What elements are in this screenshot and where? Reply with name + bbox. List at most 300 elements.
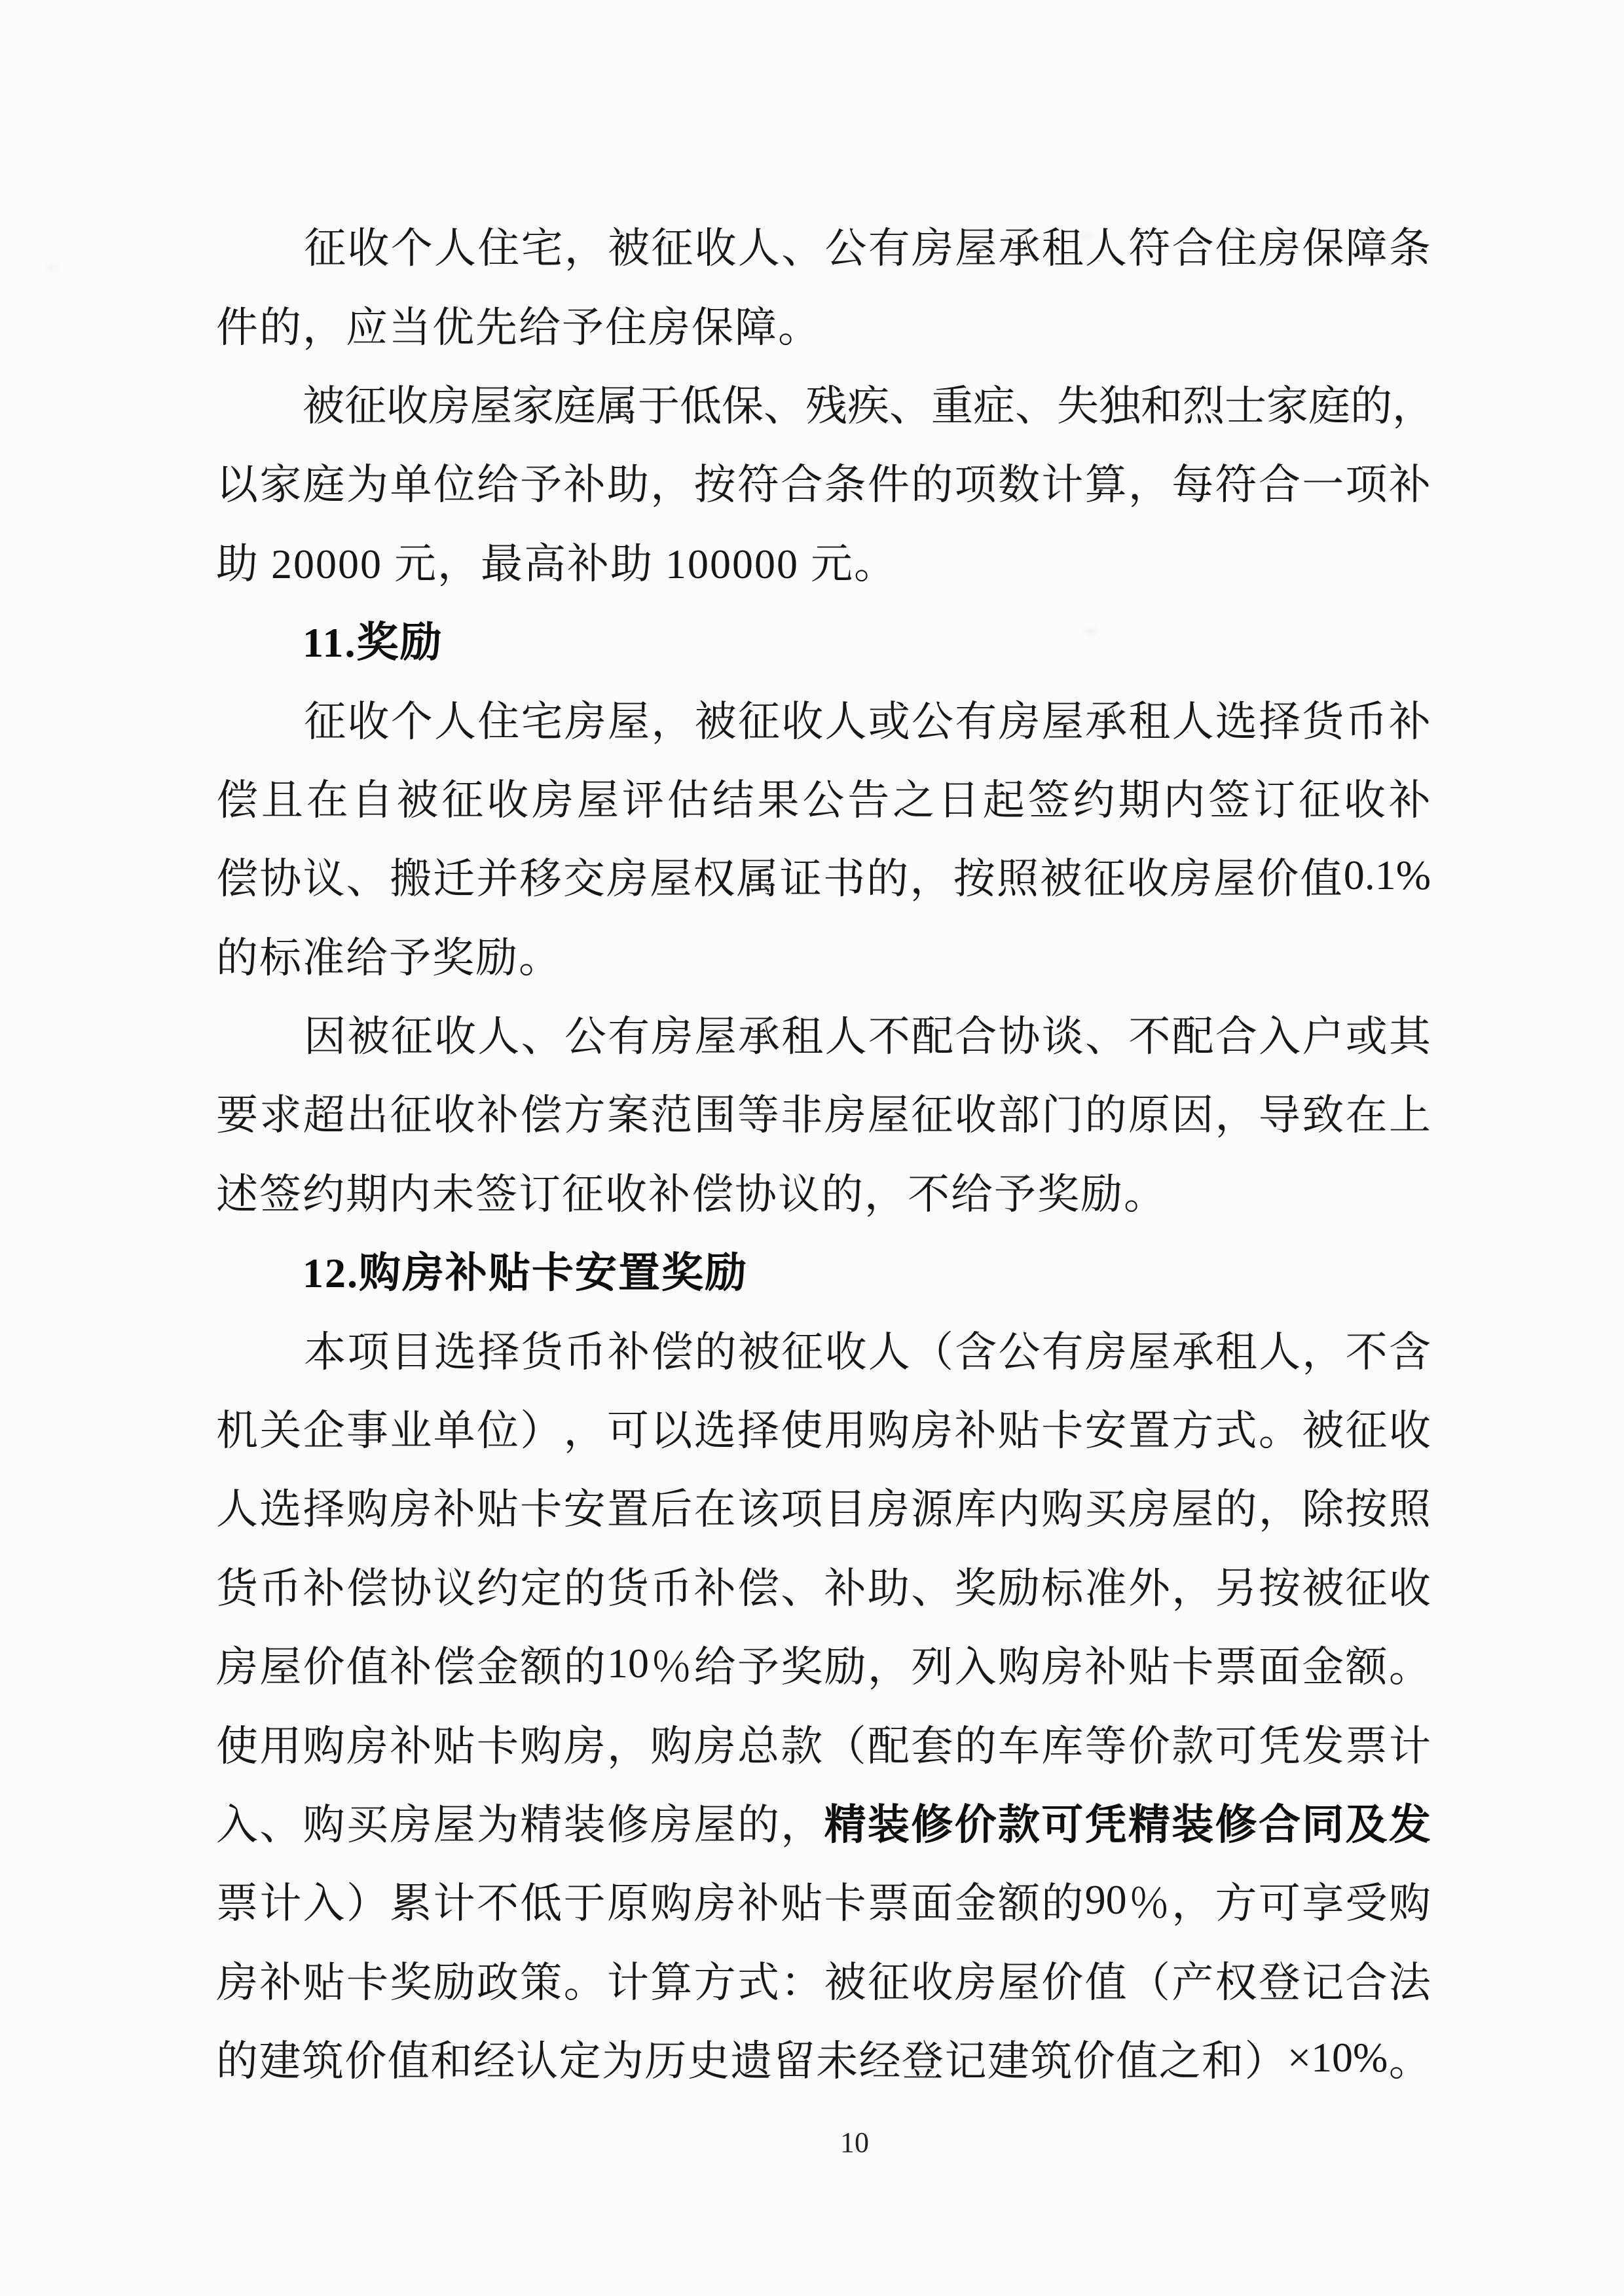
text-segment: 贴 [476, 1486, 519, 1533]
text-line [216, 1072, 1431, 1151]
text-segment: 屋 [955, 225, 997, 272]
text-segment: 选 [1215, 698, 1257, 745]
text-segment: 给 [476, 462, 519, 509]
text-line [216, 836, 1431, 915]
text-segment: 计 [433, 1880, 475, 1927]
text-segment: 、 [781, 225, 824, 272]
text-segment: 合 [955, 1013, 997, 1061]
text-segment: 偿 [433, 1644, 475, 1691]
text-segment: 照 [996, 856, 1039, 903]
text-segment: 价 [954, 1802, 997, 1848]
text-segment: 人 [1259, 1328, 1301, 1376]
text-segment: 房 [606, 856, 648, 903]
text-segment: 因 [1172, 1092, 1214, 1139]
text-segment: 认 [516, 2038, 559, 2085]
text-segment: 买 [1084, 1486, 1127, 1533]
text-segment: 精 [1128, 1802, 1170, 1848]
text-segment: 的 [216, 2038, 258, 2085]
text-segment: 偿 [216, 856, 258, 903]
text-segment: 不 [1345, 1328, 1388, 1376]
text-line [216, 442, 1431, 520]
text-segment: 偿 [520, 1092, 563, 1139]
text-segment: 同 [1302, 1802, 1344, 1848]
text-segment: 疾 [847, 382, 889, 429]
text-segment: 留 [773, 2038, 815, 2085]
text-segment: 选 [434, 1328, 477, 1376]
text-segment: 之 [1158, 2038, 1201, 2085]
text-segment: 建 [987, 2038, 1029, 2085]
text-segment: 签 [1027, 776, 1070, 824]
text-segment: 择 [737, 1408, 779, 1455]
text-segment: 面 [1258, 1644, 1301, 1691]
text-segment: 贴 [303, 1959, 345, 2006]
text-segment: 保 [722, 382, 764, 429]
text-segment: 有 [608, 1013, 650, 1061]
text-segment: 期 [1118, 776, 1160, 824]
text-segment: 收 [487, 776, 529, 824]
text-segment: 的 [1350, 382, 1392, 429]
text-segment: 征 [441, 776, 484, 824]
text-segment: 定 [520, 1565, 563, 1612]
text-segment: 收 [1343, 776, 1386, 824]
text-segment: 果 [757, 776, 800, 824]
text-segment: 安 [1084, 1408, 1127, 1455]
text-segment: 10 [606, 1640, 649, 1687]
text-segment: 和 [1141, 382, 1183, 429]
text-segment: 部 [997, 1092, 1040, 1139]
text-segment: ， [910, 856, 952, 903]
text-segment: 含 [955, 1328, 997, 1376]
text-segment: 征 [1345, 1408, 1388, 1455]
text-segment: 助 20000 元，最高补助 100000 元。 [216, 540, 897, 587]
indent-spacer [216, 1348, 303, 1349]
text-segment: 征 [781, 1328, 824, 1376]
text-segment: 房 [650, 1802, 693, 1848]
text-segment: 买 [346, 1802, 388, 1848]
text-segment: 个 [390, 225, 433, 272]
text-line [216, 1388, 1431, 1467]
text-segment: 购 [650, 1880, 693, 1927]
text-segment: 征 [1299, 776, 1340, 824]
text-segment: 算 [650, 1959, 693, 2006]
text-segment: 该 [737, 1486, 779, 1533]
text-segment: 庭 [1308, 382, 1350, 429]
text-segment: 日 [938, 776, 980, 824]
text-line [216, 994, 1431, 1072]
text-segment: 签 [1208, 776, 1251, 824]
text-segment: 记 [1302, 1959, 1344, 2006]
text-segment: 房 [1170, 856, 1212, 903]
text-segment: 励 [433, 1959, 475, 2006]
text-segment: ， [1258, 1486, 1301, 1533]
text-segment: 享 [1302, 1880, 1344, 1927]
text-segment: 条 [824, 462, 866, 509]
text-segment: 在 [306, 776, 348, 824]
text-segment: 屋 [259, 1644, 302, 1691]
text-segment: 人 [434, 698, 477, 745]
text-segment: 可 [1215, 1722, 1257, 1770]
text-segment: 或 [868, 698, 910, 745]
text-segment: 宅 [521, 698, 563, 745]
text-segment: 入 [954, 1644, 997, 1691]
text-segment: 累 [390, 1880, 432, 1927]
text-segment: 购 [997, 1644, 1040, 1691]
text-segment: 协 [998, 1013, 1041, 1061]
text-segment: 于 [563, 1880, 606, 1927]
text-segment: 住 [477, 698, 520, 745]
text-segment: 起 [982, 776, 1025, 824]
text-segment: 围 [693, 1092, 736, 1139]
text-segment: ， [867, 1644, 910, 1691]
text-segment: 安 [563, 1486, 606, 1533]
text-segment: 屋 [867, 1092, 910, 1139]
text-segment: 收 [781, 698, 824, 745]
text-segment: 公 [564, 1013, 606, 1061]
text-segment: 人 [216, 1486, 258, 1533]
text-segment: 一 [1302, 462, 1344, 509]
text-segment: 屋 [997, 1959, 1040, 2006]
text-segment: 之 [893, 776, 935, 824]
text-segment: 记 [944, 2038, 987, 2085]
text-segment: 征 [911, 1092, 953, 1139]
text-segment: 款 [997, 1802, 1040, 1848]
text-segment: 项 [781, 1486, 823, 1533]
text-segment: ， [1172, 1565, 1214, 1612]
text-segment: 收 [911, 1959, 953, 2006]
text-segment: 购 [1041, 1486, 1084, 1533]
text-segment: 、 [764, 382, 805, 429]
document-body [216, 206, 1434, 2097]
text-segment: 被 [737, 1328, 780, 1376]
text-segment: 收 [347, 698, 390, 745]
text-segment: 征 [867, 1959, 910, 2006]
text-segment: 贴 [781, 1880, 823, 1927]
text-segment: 房 [1128, 1486, 1170, 1533]
text-segment: 屋 [1172, 1486, 1214, 1533]
text-segment: 人 [868, 1328, 910, 1376]
text-segment: 单 [390, 462, 432, 509]
text-segment: 计 [606, 1959, 649, 2006]
text-segment: 权 [1215, 1959, 1257, 2006]
text-segment: 另 [1215, 1565, 1257, 1612]
text-segment: 值 [1300, 856, 1342, 903]
text-segment: ， [1128, 462, 1170, 509]
text-segment: 谈 [1041, 1013, 1084, 1061]
text-segment: 选 [693, 1408, 736, 1455]
text-segment: 家 [1266, 382, 1308, 429]
text-segment: 要 [216, 1092, 258, 1139]
text-segment: 偿 [216, 776, 258, 824]
text-segment: 房 [651, 1013, 693, 1061]
text-segment: ， [563, 1408, 606, 1455]
text-segment: 、 [889, 382, 931, 429]
text-segment: 价 [344, 2038, 387, 2085]
text-segment: 政 [476, 1959, 519, 2006]
text-line [216, 284, 1431, 363]
text-segment: 按 [693, 462, 736, 509]
text-segment: 精 [824, 1802, 866, 1848]
text-segment: 协 [259, 856, 302, 903]
text-segment: 的 [694, 1328, 737, 1376]
text-segment: 原 [1128, 1092, 1170, 1139]
text-segment: 收 [1388, 1408, 1431, 1455]
text-segment: 本 [304, 1328, 346, 1376]
text-segment: ） [1244, 2038, 1287, 2085]
text-line [216, 915, 1431, 994]
text-segment: 的 [563, 1565, 606, 1612]
text-segment: 住 [477, 225, 520, 272]
text-line [216, 1861, 1431, 1939]
text-segment: 按 [1258, 1565, 1301, 1612]
text-segment: 关 [259, 1408, 302, 1455]
text-segment: 贴 [433, 1722, 475, 1770]
text-segment: 贴 [1128, 1644, 1170, 1691]
text-segment: 征 [304, 698, 346, 745]
text-segment: 等 [1084, 1722, 1127, 1770]
text-segment: 助 [867, 1565, 910, 1612]
text-segment: 的 [1215, 1486, 1257, 1533]
text-segment: （ [911, 1328, 953, 1376]
text-segment: 。 [1388, 2038, 1431, 2085]
page-number: 10 [840, 2126, 869, 2159]
text-line [216, 1309, 1431, 1387]
text-segment: 总 [737, 1722, 779, 1770]
text-line [216, 521, 1431, 600]
text-segment: 装 [1172, 1802, 1214, 1848]
text-segment: 人 [1172, 698, 1214, 745]
text-segment: 为 [476, 1802, 519, 1848]
text-segment: 补 [303, 1565, 345, 1612]
text-segment: 租 [781, 1013, 824, 1061]
text-segment: 装 [563, 1802, 606, 1848]
text-segment: 于 [638, 382, 680, 429]
text-segment: 收 [386, 382, 428, 429]
text-segment: 征 [344, 382, 386, 429]
text-segment: 值 [387, 2038, 430, 2085]
text-segment: 予 [520, 462, 563, 509]
text-segment: 件的，应当优先给予住房保障。 [216, 304, 821, 351]
text-segment: 屋 [1213, 856, 1256, 903]
text-segment: 位 [433, 462, 475, 509]
text-segment: 目 [824, 1486, 866, 1533]
text-segment: 奖 [954, 1565, 997, 1612]
text-segment: 购 [650, 1722, 693, 1770]
text-segment: 配 [1172, 1013, 1214, 1061]
text-segment: 计 [259, 1880, 302, 1927]
text-segment: 被 [608, 225, 650, 272]
text-segment: 可 [1258, 1880, 1301, 1927]
text-segment: 庭 [554, 382, 596, 429]
text-segment: 额 [997, 1880, 1040, 1927]
text-segment: 筑 [1030, 2038, 1073, 2085]
text-segment: 项 [1345, 462, 1388, 509]
text-segment: 除 [1302, 1486, 1344, 1533]
text-segment: 房 [563, 1722, 606, 1770]
text-segment: 、 [781, 1565, 823, 1612]
text-line [216, 2018, 1431, 2097]
text-segment: 为 [601, 2038, 644, 2085]
text-segment: 金 [476, 1644, 519, 1691]
text-segment: 、 [346, 856, 388, 903]
indent-spacer [216, 245, 303, 246]
text-segment: 票 [1345, 1722, 1388, 1770]
text-segment: 房 [564, 698, 606, 745]
text-segment: 合 [1258, 462, 1301, 509]
text-segment: 给 [693, 1644, 736, 1691]
text-segment: 迁 [433, 856, 475, 903]
text-segment: 房 [1085, 1328, 1128, 1376]
indent-spacer [216, 402, 303, 403]
text-segment: ， [1172, 1880, 1214, 1927]
text-segment: 公 [998, 1328, 1041, 1376]
text-line [216, 363, 1434, 442]
text-segment: 在 [1345, 1092, 1388, 1139]
text-segment: 补 [954, 1408, 997, 1455]
text-segment: 值 [1116, 2038, 1158, 2085]
text-segment: 准 [1084, 1565, 1127, 1612]
text-segment: 移 [519, 856, 562, 903]
text-segment: 家 [259, 462, 302, 509]
text-segment: 在 [693, 1486, 736, 1533]
text-segment: 发 [1388, 1802, 1431, 1848]
text-segment: 属 [596, 382, 638, 429]
text-segment: 征 [737, 698, 780, 745]
text-segment: 业 [390, 1408, 432, 1455]
text-segment: 述签约期内未签订征收补偿协议的，不给予奖励。 [216, 1171, 1167, 1218]
text-segment: 的 [737, 1802, 779, 1848]
text-segment: 补 [390, 1722, 432, 1770]
text-segment: 的 [1041, 1880, 1084, 1927]
text-segment: 择 [477, 1328, 520, 1376]
text-segment: 卡 [1172, 1644, 1214, 1691]
text-segment: 套 [911, 1722, 953, 1770]
text-segment: ， [651, 698, 693, 745]
text-segment: 事 [346, 1408, 388, 1455]
text-segment: 书 [823, 856, 866, 903]
text-segment: ） [520, 1408, 563, 1455]
text-segment: 。 [563, 1959, 606, 2006]
text-segment: 残 [805, 382, 847, 429]
text-segment: 标 [1041, 1565, 1084, 1612]
text-segment: 偿 [651, 1328, 693, 1376]
text-segment: 源 [911, 1486, 953, 1533]
text-segment: 装 [867, 1802, 910, 1848]
text-segment: 单 [433, 1408, 475, 1455]
text-segment: 搬 [389, 856, 432, 903]
text-segment: 修 [911, 1802, 953, 1848]
text-segment: 款 [781, 1722, 823, 1770]
text-segment: 凭 [1084, 1802, 1127, 1848]
text-segment: 每 [1172, 462, 1214, 509]
text-segment: 购 [346, 1486, 388, 1533]
text-segment: 户 [1302, 1013, 1344, 1061]
text-segment: 收 [433, 1092, 475, 1139]
text-segment: 币 [259, 1565, 302, 1612]
text-segment: 房 [390, 1486, 432, 1533]
text-segment: 低 [680, 382, 722, 429]
text-segment: 并 [476, 856, 519, 903]
text-segment: 被 [347, 1013, 390, 1061]
text-segment: 12.购房补贴卡安置奖励 [303, 1250, 748, 1297]
text-segment: 购 [303, 1802, 345, 1848]
text-segment: 补 [1388, 776, 1431, 824]
text-segment: 人 [434, 225, 477, 272]
text-segment: 偿 [737, 1565, 779, 1612]
text-segment: 屋 [433, 1802, 475, 1848]
text-segment: 补 [433, 1486, 475, 1533]
text-line [216, 1624, 1431, 1703]
text-segment: （ [1128, 1959, 1170, 2006]
text-segment: ， [1215, 1092, 1257, 1139]
text-segment: 助 [606, 462, 649, 509]
text-segment: 收 [1388, 1565, 1431, 1612]
text-segment: 登 [1258, 1959, 1301, 2006]
text-segment: 面 [911, 1880, 953, 1927]
text-segment: 票 [867, 1880, 910, 1927]
text-segment: 方 [563, 1092, 606, 1139]
text-segment: 租 [1041, 225, 1084, 272]
text-segment: 屋 [608, 698, 650, 745]
text-segment: 值 [1084, 1959, 1127, 2006]
text-segment: 屋 [694, 1013, 737, 1061]
text-segment: 偿 [346, 1565, 388, 1612]
text-segment: 屋 [1128, 1328, 1171, 1376]
text-segment: 置 [606, 1486, 649, 1533]
text-segment: 用 [259, 1722, 302, 1770]
text-segment: 租 [1215, 1328, 1257, 1376]
text-segment: 被 [824, 1959, 866, 2006]
text-segment: 修 [606, 1802, 649, 1848]
text-segment: 予 [737, 1644, 779, 1691]
text-segment: 征 [1345, 1565, 1388, 1612]
text-segment: 数 [997, 462, 1040, 509]
text-segment: 房 [216, 1644, 258, 1691]
text-segment: 补 [693, 1565, 736, 1612]
text-segment: 条 [1388, 225, 1431, 272]
text-segment: 价 [1041, 1959, 1084, 2006]
text-segment: ％ [1128, 1880, 1170, 1927]
text-segment: 求 [259, 1092, 302, 1139]
text-segment: ， [606, 1722, 649, 1770]
text-segment: 外 [1128, 1565, 1170, 1612]
text-segment: 家 [512, 382, 554, 429]
text-segment: 未 [816, 2038, 858, 2085]
text-segment: 货 [521, 1328, 563, 1376]
heading-line [216, 1230, 1431, 1309]
text-segment: 门 [1041, 1092, 1084, 1139]
text-segment: 价 [303, 1644, 345, 1691]
text-segment: 人 [1085, 225, 1128, 272]
text-segment: 约 [1073, 776, 1115, 824]
text-segment: 价 [1073, 2038, 1115, 2085]
text-line [216, 1940, 1431, 2018]
text-segment: 计 [1041, 462, 1084, 509]
text-segment: 不 [868, 1013, 910, 1061]
text-line [216, 1782, 1431, 1861]
text-segment: 币 [564, 1328, 606, 1376]
text-segment: 独 [1099, 382, 1141, 429]
text-segment: 自 [351, 776, 394, 824]
text-segment: 征 [651, 225, 693, 272]
text-segment: 策 [520, 1959, 563, 2006]
text-segment: 配 [867, 1722, 910, 1770]
text-segment: 房 [824, 1092, 866, 1139]
text-segment: 票 [216, 1880, 258, 1927]
text-segment: 筑 [301, 2038, 344, 2085]
indent-spacer [216, 1033, 303, 1034]
text-segment: 补 [1388, 462, 1431, 509]
text-segment: 有 [955, 698, 997, 745]
